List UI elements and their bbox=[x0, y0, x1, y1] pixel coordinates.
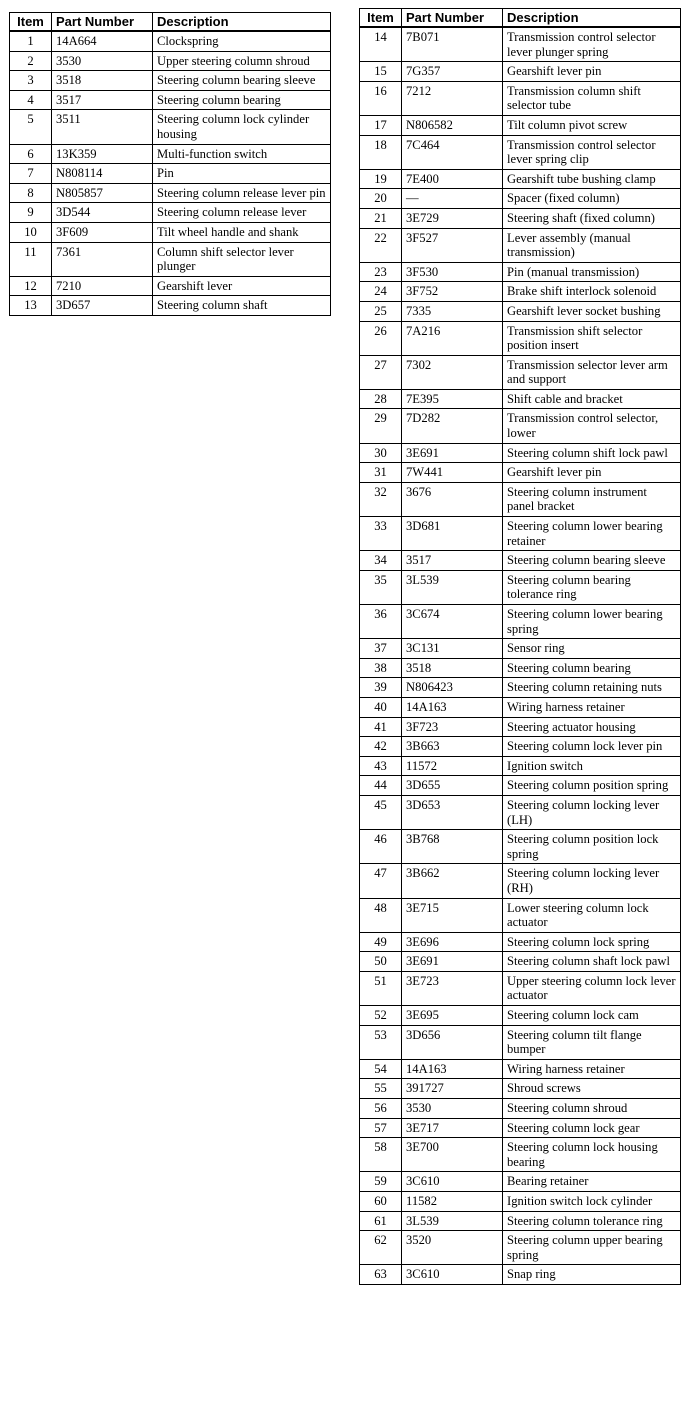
table-row bbox=[360, 189, 681, 209]
description-cell: Steering column shaft lock pawl bbox=[503, 952, 681, 972]
item-cell: 60 bbox=[360, 1192, 402, 1212]
description-cell: Steering column shroud bbox=[503, 1099, 681, 1119]
item-cell: 15 bbox=[360, 62, 402, 82]
table-row bbox=[360, 1211, 681, 1231]
item-cell: 58 bbox=[360, 1138, 402, 1172]
description-cell: Steering column release lever bbox=[153, 203, 331, 223]
description-cell: Steering column locking lever (RH) bbox=[503, 864, 681, 898]
item-cell: 23 bbox=[360, 262, 402, 282]
header-description: Description bbox=[503, 9, 681, 28]
part-number-cell: 3D681 bbox=[402, 517, 503, 551]
part-number-cell: 3C610 bbox=[402, 1172, 503, 1192]
part-number-cell: 3517 bbox=[52, 90, 153, 110]
table-row bbox=[360, 1172, 681, 1192]
description-cell: Steering column lock housing bearing bbox=[503, 1138, 681, 1172]
description-cell: Pin (manual transmission) bbox=[503, 262, 681, 282]
description-cell: Ignition switch bbox=[503, 756, 681, 776]
table-row bbox=[360, 1231, 681, 1265]
table-row bbox=[360, 27, 681, 62]
table-row bbox=[10, 71, 331, 91]
item-cell: 2 bbox=[10, 51, 52, 71]
item-cell: 54 bbox=[360, 1059, 402, 1079]
description-cell: Steering column position lock spring bbox=[503, 830, 681, 864]
part-number-cell: 3F530 bbox=[402, 262, 503, 282]
part-number-cell: 3530 bbox=[52, 51, 153, 71]
part-number-cell: 3B663 bbox=[402, 737, 503, 757]
item-cell: 3 bbox=[10, 71, 52, 91]
table-row bbox=[360, 517, 681, 551]
table-row bbox=[360, 321, 681, 355]
description-cell: Steering column bearing bbox=[153, 90, 331, 110]
description-cell: Steering column locking lever (LH) bbox=[503, 795, 681, 829]
table-row bbox=[360, 1265, 681, 1285]
part-number-cell: 3E691 bbox=[402, 443, 503, 463]
part-number-cell: 7W441 bbox=[402, 463, 503, 483]
item-cell: 25 bbox=[360, 301, 402, 321]
header-row bbox=[360, 9, 681, 28]
description-cell: Lever assembly (manual transmission) bbox=[503, 228, 681, 262]
part-number-cell: 3D544 bbox=[52, 203, 153, 223]
item-cell: 56 bbox=[360, 1099, 402, 1119]
table-row bbox=[360, 409, 681, 443]
header-part-number: Part Number bbox=[402, 9, 503, 28]
item-cell: 46 bbox=[360, 830, 402, 864]
part-number-cell: 7G357 bbox=[402, 62, 503, 82]
part-number-cell: 3518 bbox=[402, 658, 503, 678]
table-row bbox=[360, 1059, 681, 1079]
description-cell: Pin bbox=[153, 164, 331, 184]
part-number-cell: 13K359 bbox=[52, 144, 153, 164]
description-cell: Steering column lower bearing spring bbox=[503, 605, 681, 639]
part-number-cell: 3F723 bbox=[402, 717, 503, 737]
item-cell: 21 bbox=[360, 208, 402, 228]
header-item: Item bbox=[10, 13, 52, 32]
part-number-cell: 7E400 bbox=[402, 169, 503, 189]
item-cell: 35 bbox=[360, 570, 402, 604]
table-row bbox=[360, 389, 681, 409]
table-row bbox=[10, 222, 331, 242]
part-number-cell: 7D282 bbox=[402, 409, 503, 443]
item-cell: 27 bbox=[360, 355, 402, 389]
item-cell: 61 bbox=[360, 1211, 402, 1231]
description-cell: Column shift selector lever plunger bbox=[153, 242, 331, 276]
table-row bbox=[10, 164, 331, 184]
part-number-cell: 3L539 bbox=[402, 1211, 503, 1231]
part-number-cell: 7302 bbox=[402, 355, 503, 389]
item-cell: 31 bbox=[360, 463, 402, 483]
table-row bbox=[360, 1006, 681, 1026]
description-cell: Gearshift lever socket bushing bbox=[503, 301, 681, 321]
part-number-cell: 7361 bbox=[52, 242, 153, 276]
item-cell: 32 bbox=[360, 482, 402, 516]
table-row bbox=[360, 776, 681, 796]
description-cell: Steering column shift lock pawl bbox=[503, 443, 681, 463]
description-cell: Bearing retainer bbox=[503, 1172, 681, 1192]
item-cell: 57 bbox=[360, 1118, 402, 1138]
table-row bbox=[360, 1079, 681, 1099]
item-cell: 62 bbox=[360, 1231, 402, 1265]
part-number-cell: 3F609 bbox=[52, 222, 153, 242]
description-cell: Gearshift lever pin bbox=[503, 463, 681, 483]
description-cell: Steering column bearing sleeve bbox=[153, 71, 331, 91]
item-cell: 59 bbox=[360, 1172, 402, 1192]
part-number-cell: 3511 bbox=[52, 110, 153, 144]
item-cell: 43 bbox=[360, 756, 402, 776]
item-cell: 51 bbox=[360, 971, 402, 1005]
item-cell: 12 bbox=[10, 276, 52, 296]
header-description: Description bbox=[153, 13, 331, 32]
table-row bbox=[360, 551, 681, 571]
header-part-number: Part Number bbox=[52, 13, 153, 32]
header-row bbox=[10, 13, 331, 32]
table-row bbox=[10, 90, 331, 110]
table-row bbox=[10, 51, 331, 71]
part-number-cell: 3D657 bbox=[52, 296, 153, 316]
description-cell: Transmission control selector lever spring clip bbox=[503, 135, 681, 169]
item-cell: 7 bbox=[10, 164, 52, 184]
table-row bbox=[360, 443, 681, 463]
parts-table-right bbox=[359, 8, 681, 1285]
part-number-cell: 11582 bbox=[402, 1192, 503, 1212]
item-cell: 13 bbox=[10, 296, 52, 316]
part-number-cell: 391727 bbox=[402, 1079, 503, 1099]
part-number-cell: 3C674 bbox=[402, 605, 503, 639]
table-row bbox=[10, 242, 331, 276]
item-cell: 38 bbox=[360, 658, 402, 678]
part-number-cell: N806582 bbox=[402, 115, 503, 135]
description-cell: Steering column lock cylinder housing bbox=[153, 110, 331, 144]
description-cell: Transmission column shift selector tube bbox=[503, 81, 681, 115]
item-cell: 55 bbox=[360, 1079, 402, 1099]
part-number-cell: 7210 bbox=[52, 276, 153, 296]
table-row bbox=[360, 795, 681, 829]
item-cell: 1 bbox=[10, 31, 52, 51]
table-row bbox=[10, 276, 331, 296]
description-cell: Steering column upper bearing spring bbox=[503, 1231, 681, 1265]
part-number-cell: 3F752 bbox=[402, 282, 503, 302]
description-cell: Upper steering column shroud bbox=[153, 51, 331, 71]
table-row bbox=[360, 1192, 681, 1212]
table-row bbox=[360, 717, 681, 737]
header-item: Item bbox=[360, 9, 402, 28]
item-cell: 14 bbox=[360, 27, 402, 62]
item-cell: 49 bbox=[360, 932, 402, 952]
part-number-cell: 3517 bbox=[402, 551, 503, 571]
part-number-cell: 3D655 bbox=[402, 776, 503, 796]
item-cell: 16 bbox=[360, 81, 402, 115]
item-cell: 41 bbox=[360, 717, 402, 737]
description-cell: Shift cable and bracket bbox=[503, 389, 681, 409]
description-cell: Steering column tilt flange bumper bbox=[503, 1025, 681, 1059]
table-row bbox=[360, 135, 681, 169]
item-cell: 22 bbox=[360, 228, 402, 262]
part-number-cell: 3L539 bbox=[402, 570, 503, 604]
part-number-cell: 3B768 bbox=[402, 830, 503, 864]
item-cell: 24 bbox=[360, 282, 402, 302]
description-cell: Steering column lock cam bbox=[503, 1006, 681, 1026]
part-number-cell: N806423 bbox=[402, 678, 503, 698]
description-cell: Steering column position spring bbox=[503, 776, 681, 796]
description-cell: Transmission shift selector position insert bbox=[503, 321, 681, 355]
part-number-cell: 7E395 bbox=[402, 389, 503, 409]
item-cell: 18 bbox=[360, 135, 402, 169]
table-row bbox=[10, 183, 331, 203]
item-cell: 52 bbox=[360, 1006, 402, 1026]
item-cell: 29 bbox=[360, 409, 402, 443]
part-number-cell: 3E717 bbox=[402, 1118, 503, 1138]
item-cell: 34 bbox=[360, 551, 402, 571]
description-cell: Steering shaft (fixed column) bbox=[503, 208, 681, 228]
parts-table-left bbox=[9, 12, 331, 316]
part-number-cell: 7A216 bbox=[402, 321, 503, 355]
table-row bbox=[360, 898, 681, 932]
description-cell: Lower steering column lock actuator bbox=[503, 898, 681, 932]
item-cell: 11 bbox=[10, 242, 52, 276]
part-number-cell: 14A163 bbox=[402, 1059, 503, 1079]
part-number-cell: 3E691 bbox=[402, 952, 503, 972]
description-cell: Transmission selector lever arm and support bbox=[503, 355, 681, 389]
description-cell: Wiring harness retainer bbox=[503, 1059, 681, 1079]
item-cell: 20 bbox=[360, 189, 402, 209]
table-row bbox=[360, 830, 681, 864]
description-cell: Steering column bearing sleeve bbox=[503, 551, 681, 571]
table-row bbox=[360, 463, 681, 483]
part-number-cell: 7C464 bbox=[402, 135, 503, 169]
table-row bbox=[360, 1118, 681, 1138]
description-cell: Transmission control selector, lower bbox=[503, 409, 681, 443]
table-row bbox=[360, 208, 681, 228]
part-number-cell: 3530 bbox=[402, 1099, 503, 1119]
description-cell: Tilt wheel handle and shank bbox=[153, 222, 331, 242]
table-row bbox=[360, 262, 681, 282]
item-cell: 5 bbox=[10, 110, 52, 144]
part-number-cell: 3C610 bbox=[402, 1265, 503, 1285]
part-number-cell: 14A163 bbox=[402, 697, 503, 717]
part-number-cell: 3E729 bbox=[402, 208, 503, 228]
table-row bbox=[360, 355, 681, 389]
part-number-cell: 7B071 bbox=[402, 27, 503, 62]
table-row bbox=[10, 144, 331, 164]
item-cell: 26 bbox=[360, 321, 402, 355]
description-cell: Steering column instrument panel bracket bbox=[503, 482, 681, 516]
table-row bbox=[360, 605, 681, 639]
item-cell: 8 bbox=[10, 183, 52, 203]
description-cell: Brake shift interlock solenoid bbox=[503, 282, 681, 302]
table-row bbox=[360, 697, 681, 717]
table-row bbox=[10, 110, 331, 144]
item-cell: 40 bbox=[360, 697, 402, 717]
item-cell: 50 bbox=[360, 952, 402, 972]
table-row bbox=[360, 1138, 681, 1172]
item-cell: 53 bbox=[360, 1025, 402, 1059]
part-number-cell: 3E723 bbox=[402, 971, 503, 1005]
item-cell: 6 bbox=[10, 144, 52, 164]
item-cell: 17 bbox=[360, 115, 402, 135]
table-row bbox=[360, 81, 681, 115]
table-row bbox=[360, 1025, 681, 1059]
table-row bbox=[360, 1099, 681, 1119]
item-cell: 42 bbox=[360, 737, 402, 757]
table-row bbox=[360, 971, 681, 1005]
part-number-cell: 3D656 bbox=[402, 1025, 503, 1059]
description-cell: Upper steering column lock lever actuator bbox=[503, 971, 681, 1005]
table-row bbox=[360, 952, 681, 972]
description-cell: Steering column lock gear bbox=[503, 1118, 681, 1138]
item-cell: 47 bbox=[360, 864, 402, 898]
part-number-cell: 11572 bbox=[402, 756, 503, 776]
description-cell: Tilt column pivot screw bbox=[503, 115, 681, 135]
item-cell: 4 bbox=[10, 90, 52, 110]
table-row bbox=[360, 570, 681, 604]
item-cell: 44 bbox=[360, 776, 402, 796]
part-number-cell: 7335 bbox=[402, 301, 503, 321]
description-cell: Steering column shaft bbox=[153, 296, 331, 316]
part-number-cell: 3E700 bbox=[402, 1138, 503, 1172]
description-cell: Steering column lower bearing retainer bbox=[503, 517, 681, 551]
item-cell: 45 bbox=[360, 795, 402, 829]
part-number-cell: N805857 bbox=[52, 183, 153, 203]
description-cell: Sensor ring bbox=[503, 639, 681, 659]
part-number-cell: 3F527 bbox=[402, 228, 503, 262]
table-row bbox=[10, 203, 331, 223]
part-number-cell: 14A664 bbox=[52, 31, 153, 51]
description-cell: Multi-function switch bbox=[153, 144, 331, 164]
table-row bbox=[360, 482, 681, 516]
item-cell: 37 bbox=[360, 639, 402, 659]
description-cell: Ignition switch lock cylinder bbox=[503, 1192, 681, 1212]
part-number-cell: 3E695 bbox=[402, 1006, 503, 1026]
description-cell: Steering column tolerance ring bbox=[503, 1211, 681, 1231]
item-cell: 63 bbox=[360, 1265, 402, 1285]
parts-table-left-body bbox=[10, 31, 331, 315]
part-number-cell: — bbox=[402, 189, 503, 209]
table-row bbox=[360, 301, 681, 321]
description-cell: Clockspring bbox=[153, 31, 331, 51]
description-cell: Gearshift lever bbox=[153, 276, 331, 296]
part-number-cell: 3E715 bbox=[402, 898, 503, 932]
table-row bbox=[360, 864, 681, 898]
description-cell: Gearshift lever pin bbox=[503, 62, 681, 82]
item-cell: 33 bbox=[360, 517, 402, 551]
description-cell: Gearshift tube bushing clamp bbox=[503, 169, 681, 189]
table-row bbox=[360, 62, 681, 82]
item-cell: 9 bbox=[10, 203, 52, 223]
description-cell: Steering column bearing tolerance ring bbox=[503, 570, 681, 604]
part-number-cell: 3B662 bbox=[402, 864, 503, 898]
item-cell: 39 bbox=[360, 678, 402, 698]
part-number-cell: 7212 bbox=[402, 81, 503, 115]
table-row bbox=[360, 756, 681, 776]
part-number-cell: 3676 bbox=[402, 482, 503, 516]
part-number-cell: 3E696 bbox=[402, 932, 503, 952]
item-cell: 48 bbox=[360, 898, 402, 932]
description-cell: Transmission control selector lever plunger spring bbox=[503, 27, 681, 62]
item-cell: 36 bbox=[360, 605, 402, 639]
part-number-cell: 3D653 bbox=[402, 795, 503, 829]
table-row bbox=[360, 737, 681, 757]
table-row bbox=[360, 639, 681, 659]
description-cell: Steering column lock spring bbox=[503, 932, 681, 952]
parts-table-right-body bbox=[360, 27, 681, 1284]
table-row bbox=[360, 658, 681, 678]
description-cell: Steering actuator housing bbox=[503, 717, 681, 737]
description-cell: Spacer (fixed column) bbox=[503, 189, 681, 209]
table-row bbox=[360, 228, 681, 262]
description-cell: Wiring harness retainer bbox=[503, 697, 681, 717]
part-number-cell: 3C131 bbox=[402, 639, 503, 659]
description-cell: Snap ring bbox=[503, 1265, 681, 1285]
table-row bbox=[360, 169, 681, 189]
part-number-cell: 3518 bbox=[52, 71, 153, 91]
description-cell: Steering column retaining nuts bbox=[503, 678, 681, 698]
item-cell: 10 bbox=[10, 222, 52, 242]
item-cell: 28 bbox=[360, 389, 402, 409]
table-row bbox=[360, 115, 681, 135]
table-row bbox=[10, 296, 331, 316]
item-cell: 30 bbox=[360, 443, 402, 463]
description-cell: Shroud screws bbox=[503, 1079, 681, 1099]
table-row bbox=[360, 282, 681, 302]
item-cell: 19 bbox=[360, 169, 402, 189]
description-cell: Steering column release lever pin bbox=[153, 183, 331, 203]
part-number-cell: 3520 bbox=[402, 1231, 503, 1265]
table-row bbox=[360, 678, 681, 698]
part-number-cell: N808114 bbox=[52, 164, 153, 184]
table-row bbox=[10, 31, 331, 51]
table-row bbox=[360, 932, 681, 952]
description-cell: Steering column bearing bbox=[503, 658, 681, 678]
description-cell: Steering column lock lever pin bbox=[503, 737, 681, 757]
